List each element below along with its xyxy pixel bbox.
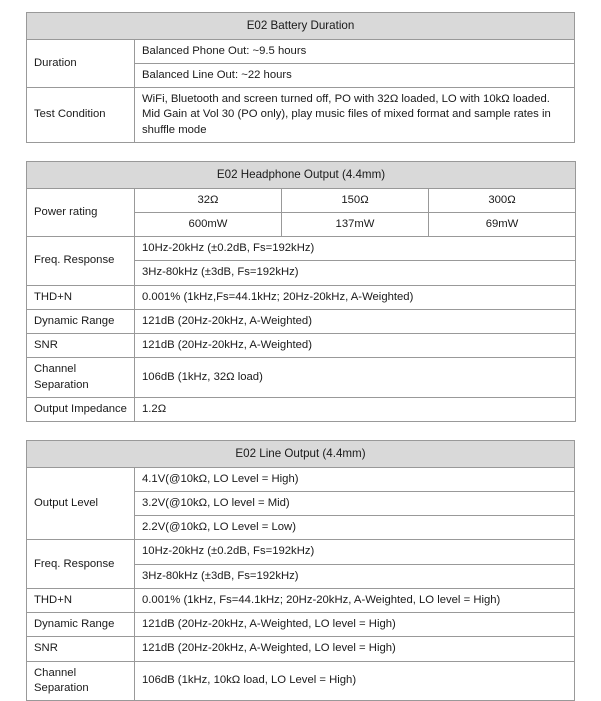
table-title: E02 Line Output (4.4mm) xyxy=(27,441,575,468)
row-label: Test Condition xyxy=(27,88,135,143)
table-row xyxy=(27,467,575,491)
impedance-value: 300Ω xyxy=(429,188,576,212)
table-title-row xyxy=(27,441,575,468)
impedance-value: 150Ω xyxy=(282,188,429,212)
table-row xyxy=(27,39,575,63)
table-row xyxy=(27,613,575,637)
table-row xyxy=(27,88,575,143)
row-value: 106dB (1kHz, 10kΩ load, LO Level = High) xyxy=(135,661,575,701)
row-label: THD+N xyxy=(27,285,135,309)
row-value: 106dB (1kHz, 32Ω load) xyxy=(135,358,576,398)
row-label: Output Level xyxy=(27,467,135,540)
row-label: Duration xyxy=(27,39,135,88)
row-label: Dynamic Range xyxy=(27,613,135,637)
row-label: Output Impedance xyxy=(27,397,135,421)
row-value: 0.001% (1kHz,Fs=44.1kHz; 20Hz-20kHz, A-Weighted) xyxy=(135,285,576,309)
row-label: Freq. Response xyxy=(27,237,135,286)
table-row xyxy=(27,588,575,612)
table-row xyxy=(27,309,576,333)
row-value: 3.2V(@10kΩ, LO level = Mid) xyxy=(135,491,575,515)
table-row xyxy=(27,540,575,564)
table-title: E02 Battery Duration xyxy=(27,13,575,40)
table-row xyxy=(27,188,576,212)
table-row xyxy=(27,637,575,661)
battery-duration-table xyxy=(26,12,575,143)
row-label: Channel Separation xyxy=(27,661,135,701)
table-title-row xyxy=(27,161,576,188)
row-value: 3Hz-80kHz (±3dB, Fs=192kHz) xyxy=(135,261,576,285)
row-label: SNR xyxy=(27,334,135,358)
row-value: 3Hz-80kHz (±3dB, Fs=192kHz) xyxy=(135,564,575,588)
row-value: Balanced Phone Out: ~9.5 hours xyxy=(135,39,575,63)
impedance-value: 32Ω xyxy=(135,188,282,212)
headphone-output-table xyxy=(26,161,576,422)
row-label: Freq. Response xyxy=(27,540,135,589)
row-label: Dynamic Range xyxy=(27,309,135,333)
row-value: 4.1V(@10kΩ, LO Level = High) xyxy=(135,467,575,491)
row-value: Balanced Line Out: ~22 hours xyxy=(135,63,575,87)
row-value: 121dB (20Hz-20kHz, A-Weighted) xyxy=(135,309,576,333)
table-title: E02 Headphone Output (4.4mm) xyxy=(27,161,576,188)
row-label: Channel Separation xyxy=(27,358,135,398)
row-value: 2.2V(@10kΩ, LO Level = Low) xyxy=(135,516,575,540)
row-value: 121dB (20Hz-20kHz, A-Weighted, LO level = High) xyxy=(135,637,575,661)
power-value: 600mW xyxy=(135,212,282,236)
row-value: 121dB (20Hz-20kHz, A-Weighted, LO level = High) xyxy=(135,613,575,637)
row-value: 0.001% (1kHz, Fs=44.1kHz; 20Hz-20kHz, A-Weighted, LO level = High) xyxy=(135,588,575,612)
power-value: 69mW xyxy=(429,212,576,236)
table-row xyxy=(27,237,576,261)
row-value: WiFi, Bluetooth and screen turned off, PO with 32Ω loaded, LO with 10kΩ loaded. Mid Gain at Vol 30 (PO only), play music files of mixed format and sample rates in shuffle mode xyxy=(135,88,575,143)
row-label: SNR xyxy=(27,637,135,661)
line-output-table xyxy=(26,440,575,701)
table-row xyxy=(27,661,575,701)
table-row xyxy=(27,358,576,398)
row-label: THD+N xyxy=(27,588,135,612)
row-value: 121dB (20Hz-20kHz, A-Weighted) xyxy=(135,334,576,358)
row-label: Power rating xyxy=(27,188,135,237)
table-row xyxy=(27,397,576,421)
row-value: 1.2Ω xyxy=(135,397,576,421)
table-row xyxy=(27,285,576,309)
row-value: 10Hz-20kHz (±0.2dB, Fs=192kHz) xyxy=(135,540,575,564)
table-row xyxy=(27,334,576,358)
row-value: 10Hz-20kHz (±0.2dB, Fs=192kHz) xyxy=(135,237,576,261)
table-title-row xyxy=(27,13,575,40)
power-value: 137mW xyxy=(282,212,429,236)
